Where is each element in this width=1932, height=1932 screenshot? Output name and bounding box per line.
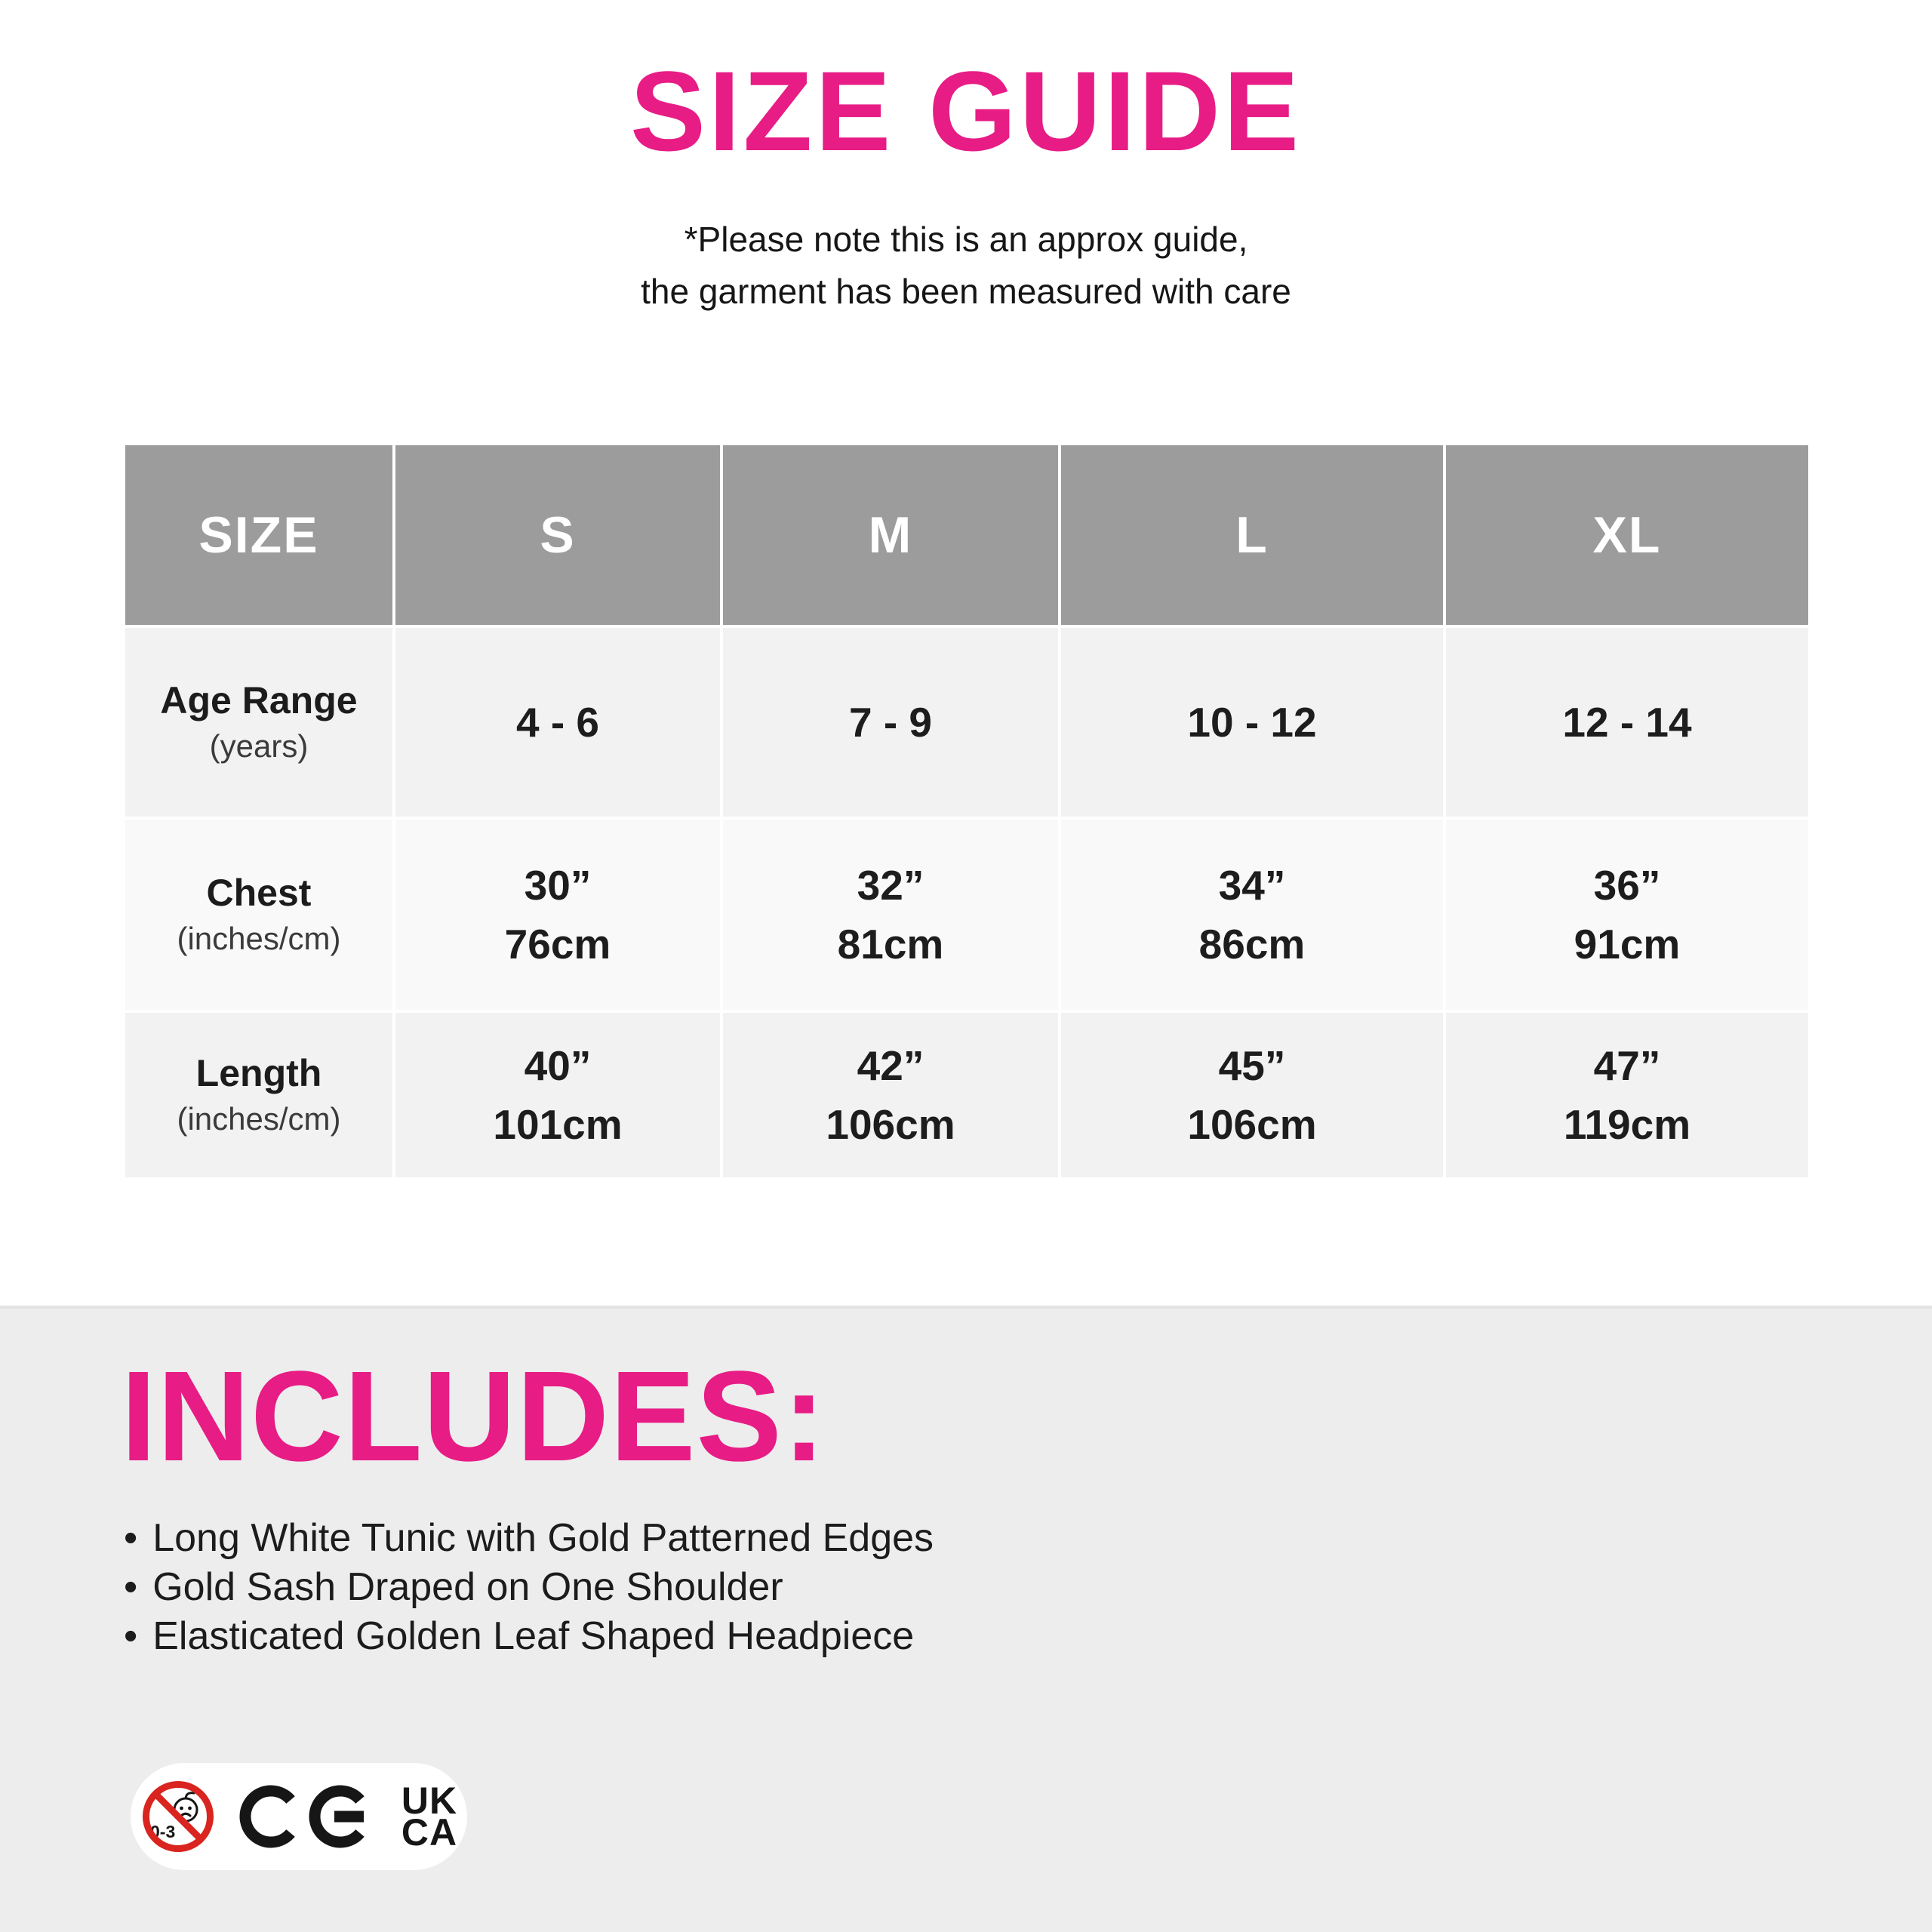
cell-value: 42” (857, 1041, 924, 1089)
age-range-s (395, 628, 720, 817)
cell-value: 81cm (837, 921, 944, 968)
cell-value: 106cm (826, 1101, 955, 1148)
row-label-text: Length (195, 1052, 322, 1095)
cell-value: 40” (524, 1041, 592, 1089)
row-label-age-range (125, 628, 392, 817)
chest-l (1061, 820, 1443, 1010)
row-label-chest (125, 820, 392, 1010)
approx-note-line2: the garment has been measured with care (641, 272, 1291, 311)
cell-value: 32” (857, 861, 924, 909)
age-range-l (1061, 628, 1443, 817)
cell-value: 47” (1593, 1041, 1661, 1089)
cell-value: 76cm (504, 921, 611, 968)
size-table-header-m: M (723, 445, 1058, 625)
cell-value: 86cm (1198, 921, 1306, 968)
no-under-3-icon (140, 1779, 216, 1854)
size-table-header-xl: XL (1446, 445, 1808, 625)
row-sublabel-text: (years) (209, 728, 309, 764)
size-table-header-l: L (1061, 445, 1443, 625)
chest-s (395, 820, 720, 1010)
page-title: SIZE GUIDE (629, 48, 1303, 174)
row-label-text: Chest (206, 872, 312, 915)
certification-badges (131, 1763, 467, 1870)
ukca-line1: UK (401, 1780, 458, 1822)
cell-value: 34” (1218, 861, 1286, 909)
size-table-header-s: S (395, 445, 720, 625)
cell-value: 30” (524, 861, 592, 909)
cell-value: 106cm (1187, 1101, 1317, 1148)
includes-item-sash: • Gold Sash Draped on One Shoulder (124, 1563, 934, 1612)
age-range-xl (1446, 628, 1808, 817)
ukca-mark-icon (401, 1780, 458, 1854)
cell-value: 7 - 9 (848, 698, 933, 746)
ukca-line2: CA (401, 1811, 458, 1854)
age-range-m (723, 628, 1058, 817)
approx-note-line1: *Please note this is an approx guide, (684, 220, 1248, 259)
cell-value: 45” (1218, 1041, 1286, 1089)
size-table-header-size: SIZE (125, 445, 392, 625)
length-xl (1446, 1013, 1808, 1177)
chest-xl (1446, 820, 1808, 1010)
length-l (1061, 1013, 1443, 1177)
cell-value: 36” (1593, 861, 1661, 909)
length-m (723, 1013, 1058, 1177)
approx-note (0, 214, 1932, 318)
length-s (395, 1013, 720, 1177)
row-sublabel-text: (inches/cm) (177, 1100, 341, 1137)
cell-value: 10 - 12 (1187, 698, 1317, 746)
age-warning-label: 0-3 (149, 1822, 176, 1841)
chest-m (723, 820, 1058, 1010)
row-sublabel-text: (inches/cm) (177, 920, 341, 956)
includes-item-tunic: • Long White Tunic with Gold Patterned Edges (124, 1514, 934, 1563)
includes-heading: INCLUDES: (121, 1345, 826, 1488)
cell-value: 4 - 6 (515, 698, 600, 746)
cell-value: 101cm (493, 1101, 623, 1148)
row-label-text: Age Range (160, 679, 358, 722)
includes-list (124, 1514, 934, 1661)
includes-item-headpiece: • Elasticated Golden Leaf Shaped Headpiece (124, 1612, 934, 1661)
includes-section (0, 1306, 1932, 1932)
size-table (125, 445, 1808, 1177)
ce-mark-icon (238, 1782, 379, 1851)
row-label-length (125, 1013, 392, 1177)
cell-value: 91cm (1574, 921, 1681, 968)
cell-value: 119cm (1563, 1101, 1691, 1148)
cell-value: 12 - 14 (1562, 698, 1692, 746)
